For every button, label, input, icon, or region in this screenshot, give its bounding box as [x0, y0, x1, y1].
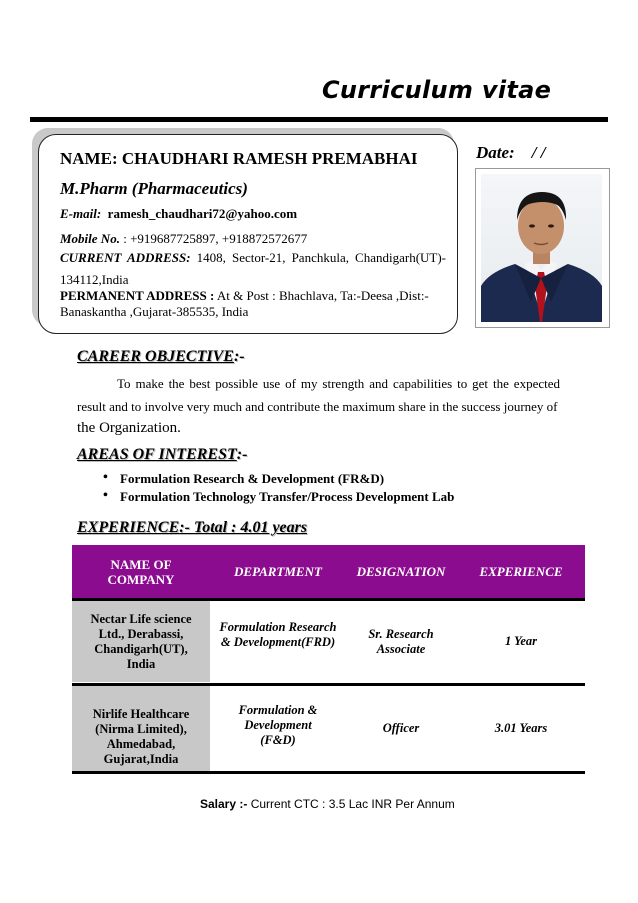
areas-of-interest-suffix: :-: [236, 446, 248, 463]
row2-experience: 3.01 Years: [494, 721, 548, 735]
experience-title: EXPERIENCE: [77, 519, 180, 536]
row1-experience: 1 Year: [504, 634, 538, 648]
row2-designation: Officer: [382, 721, 420, 735]
permanent-address-value: At & Post : Bhachlava, Ta:-Deesa ,Dist:- Banaskantha ,Gujarat-385535, India: [60, 288, 429, 319]
column-header-designation: DESIGNATION: [356, 564, 446, 579]
date-value: / /: [531, 143, 546, 162]
current-address-line1: [60, 250, 446, 266]
areas-of-interest-list: [100, 471, 454, 507]
column-header-company: NAME OF COMPANY: [107, 557, 175, 587]
row1-department: Formulation Research & Development(FRD): [219, 620, 337, 649]
table-rule: [72, 771, 585, 774]
list-item: • Formulation Technology Transfer/Process Development Lab: [100, 489, 454, 507]
current-address-label: CURRENT ADDRESS:: [60, 250, 191, 265]
cv-title: Curriculum vitae: [322, 76, 552, 104]
profile-photo: [481, 174, 602, 322]
areas-of-interest-title: AREAS OF INTEREST: [77, 446, 237, 463]
experience-total: :- Total : 4.01 years: [179, 519, 308, 536]
career-objective-title: CAREER OBJECTIVE: [77, 348, 234, 365]
column-header-experience: EXPERIENCE: [479, 564, 563, 579]
career-objective-text: To make the best possible use of my strength and capabilities to get the expected result and to involve very much and contribute the maximum share in the success journey of: [77, 376, 560, 414]
date-label: Date:: [476, 143, 515, 162]
candidate-degree: M.Pharm (Pharmaceutics): [60, 179, 248, 198]
areas-of-interest-heading: [77, 446, 247, 464]
row1-designation: Sr. Research Associate: [368, 627, 434, 656]
permanent-address: [60, 288, 446, 320]
career-objective-end: the Organization.: [77, 420, 181, 436]
mobile-label: Mobile No.: [60, 231, 120, 246]
email-label: E-mail:: [60, 206, 102, 221]
column-header-department: DEPARTMENT: [234, 564, 322, 579]
mobile-line: [60, 231, 307, 247]
title-rule: [30, 117, 608, 122]
date-field: [476, 143, 545, 163]
candidate-name: NAME: CHAUDHARI RAMESH PREMABHAI: [60, 149, 418, 168]
career-objective-suffix: :-: [233, 348, 245, 365]
salary-value: Current CTC : 3.5 Lac INR Per Annum: [247, 797, 455, 811]
career-objective-heading: [77, 348, 245, 366]
row1-company: Nectar Life science Ltd., Derabassi, Chandigarh(UT), India: [90, 612, 192, 671]
permanent-address-label: PERMANENT ADDRESS :: [60, 288, 215, 303]
email-value[interactable]: ramesh_chaudhari72@yahoo.com: [107, 206, 298, 221]
row2-company: Nirlife Healthcare (Nirma Limited), Ahmedabad, Gujarat,India: [92, 707, 190, 766]
current-address-value: 1408, Sector-21, Panchkula, Chandigarh(UT)-: [196, 250, 447, 265]
email-line: [60, 206, 297, 222]
mobile-value: : +919687725897, +918872572677: [123, 231, 308, 246]
current-address-line2: 134112,India: [60, 272, 129, 287]
salary-line: [200, 797, 455, 811]
list-item: • Formulation Research & Development (FR&D): [100, 471, 454, 489]
row2-department: Formulation & Development (F&D): [238, 703, 318, 747]
experience-heading: [77, 519, 307, 537]
salary-label: Salary :-: [200, 797, 248, 811]
